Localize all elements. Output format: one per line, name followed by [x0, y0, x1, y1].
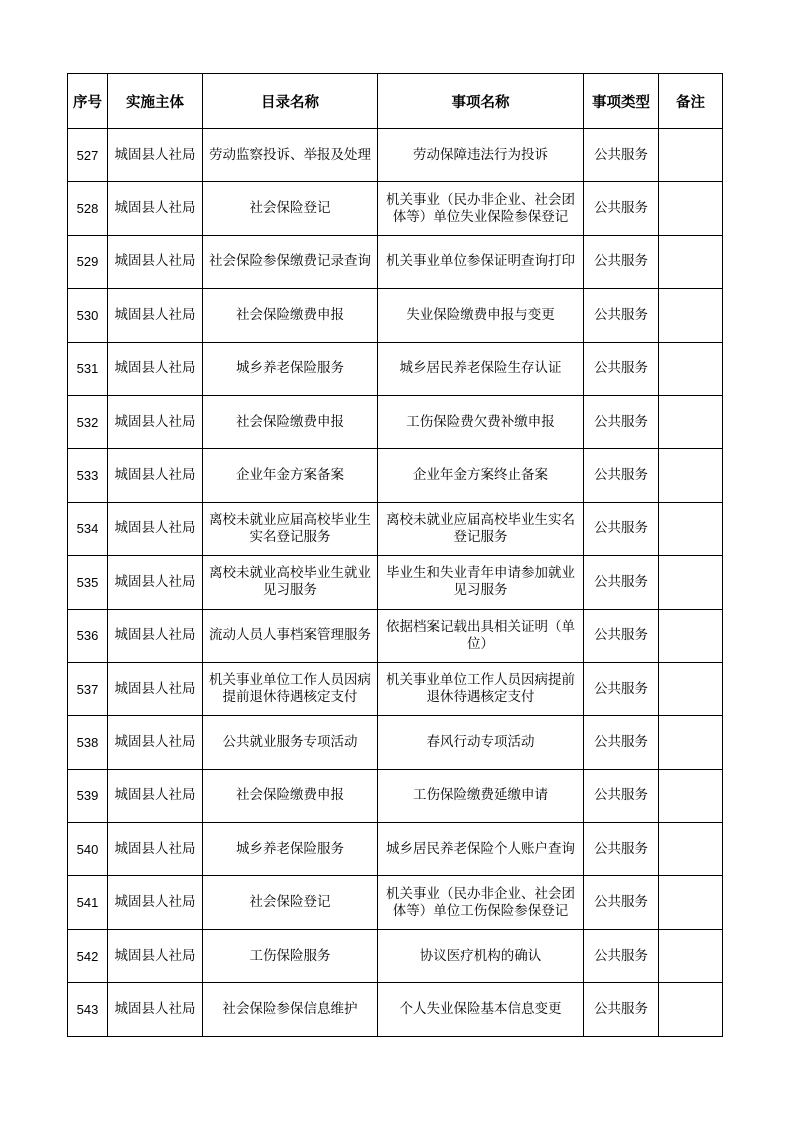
cell-note [659, 182, 723, 235]
cell-no: 535 [68, 556, 108, 609]
cell-note [659, 662, 723, 715]
cell-type: 公共服务 [584, 823, 659, 876]
cell-item: 个人失业保险基本信息变更 [378, 983, 584, 1036]
cell-catalog: 企业年金方案备案 [203, 449, 378, 502]
cell-item: 机关事业单位参保证明查询打印 [378, 235, 584, 288]
cell-item: 机关事业单位工作人员因病提前退休待遇核定支付 [378, 662, 584, 715]
table-row [68, 502, 723, 555]
cell-catalog: 城乡养老保险服务 [203, 823, 378, 876]
cell-note [659, 876, 723, 929]
table-row [68, 395, 723, 448]
table-row [68, 182, 723, 235]
cell-catalog: 公共就业服务专项活动 [203, 716, 378, 769]
cell-type: 公共服务 [584, 129, 659, 182]
cell-org: 城固县人社局 [108, 823, 203, 876]
cell-org: 城固县人社局 [108, 129, 203, 182]
cell-item: 工伤保险缴费延缴申请 [378, 769, 584, 822]
cell-item: 劳动保障违法行为投诉 [378, 129, 584, 182]
cell-type: 公共服务 [584, 876, 659, 929]
cell-org: 城固县人社局 [108, 289, 203, 342]
cell-org: 城固县人社局 [108, 449, 203, 502]
cell-note [659, 823, 723, 876]
cell-type: 公共服务 [584, 342, 659, 395]
cell-type: 公共服务 [584, 769, 659, 822]
cell-item: 企业年金方案终止备案 [378, 449, 584, 502]
cell-note [659, 502, 723, 555]
table-row [68, 342, 723, 395]
header-note: 备注 [659, 74, 723, 129]
header-catalog: 目录名称 [203, 74, 378, 129]
cell-catalog: 离校未就业应届高校毕业生实名登记服务 [203, 502, 378, 555]
cell-item: 协议医疗机构的确认 [378, 929, 584, 982]
cell-item: 依据档案记载出具相关证明（单位） [378, 609, 584, 662]
cell-note [659, 129, 723, 182]
cell-item: 工伤保险费欠费补缴申报 [378, 395, 584, 448]
cell-no: 537 [68, 662, 108, 715]
cell-type: 公共服务 [584, 556, 659, 609]
cell-no: 536 [68, 609, 108, 662]
cell-org: 城固县人社局 [108, 983, 203, 1036]
header-item: 事项名称 [378, 74, 584, 129]
cell-no: 529 [68, 235, 108, 288]
header-org: 实施主体 [108, 74, 203, 129]
table-row [68, 876, 723, 929]
cell-item: 城乡居民养老保险个人账户查询 [378, 823, 584, 876]
cell-catalog: 社会保险登记 [203, 182, 378, 235]
table-row [68, 716, 723, 769]
cell-no: 530 [68, 289, 108, 342]
table-body [68, 129, 723, 1037]
cell-catalog: 机关事业单位工作人员因病提前退休待遇核定支付 [203, 662, 378, 715]
cell-org: 城固县人社局 [108, 716, 203, 769]
cell-catalog: 社会保险缴费申报 [203, 769, 378, 822]
cell-no: 528 [68, 182, 108, 235]
cell-catalog: 社会保险缴费申报 [203, 395, 378, 448]
table-row [68, 289, 723, 342]
cell-note [659, 929, 723, 982]
cell-item: 机关事业（民办非企业、社会团体等）单位工伤保险参保登记 [378, 876, 584, 929]
cell-org: 城固县人社局 [108, 556, 203, 609]
table-row [68, 129, 723, 182]
cell-catalog: 社会保险参保信息维护 [203, 983, 378, 1036]
cell-no: 539 [68, 769, 108, 822]
header-type: 事项类型 [584, 74, 659, 129]
cell-item: 城乡居民养老保险生存认证 [378, 342, 584, 395]
cell-org: 城固县人社局 [108, 502, 203, 555]
cell-no: 542 [68, 929, 108, 982]
table-row [68, 556, 723, 609]
cell-note [659, 449, 723, 502]
cell-type: 公共服务 [584, 662, 659, 715]
table-row [68, 449, 723, 502]
cell-note [659, 289, 723, 342]
cell-org: 城固县人社局 [108, 235, 203, 288]
cell-no: 543 [68, 983, 108, 1036]
cell-catalog: 离校未就业高校毕业生就业见习服务 [203, 556, 378, 609]
cell-type: 公共服务 [584, 502, 659, 555]
cell-item: 离校未就业应届高校毕业生实名登记服务 [378, 502, 584, 555]
cell-org: 城固县人社局 [108, 662, 203, 715]
cell-type: 公共服务 [584, 289, 659, 342]
cell-type: 公共服务 [584, 449, 659, 502]
cell-note [659, 769, 723, 822]
cell-catalog: 城乡养老保险服务 [203, 342, 378, 395]
cell-catalog: 流动人员人事档案管理服务 [203, 609, 378, 662]
table-row [68, 823, 723, 876]
cell-catalog: 劳动监察投诉、举报及处理 [203, 129, 378, 182]
table-row [68, 609, 723, 662]
cell-org: 城固县人社局 [108, 395, 203, 448]
cell-item: 毕业生和失业青年申请参加就业见习服务 [378, 556, 584, 609]
cell-org: 城固县人社局 [108, 609, 203, 662]
cell-no: 534 [68, 502, 108, 555]
header-no: 序号 [68, 74, 108, 129]
cell-no: 531 [68, 342, 108, 395]
cell-note [659, 716, 723, 769]
cell-type: 公共服务 [584, 716, 659, 769]
cell-catalog: 社会保险登记 [203, 876, 378, 929]
cell-no: 533 [68, 449, 108, 502]
header-row [68, 74, 723, 129]
cell-no: 538 [68, 716, 108, 769]
cell-note [659, 395, 723, 448]
service-items-table [67, 73, 723, 1037]
cell-org: 城固县人社局 [108, 929, 203, 982]
cell-note [659, 235, 723, 288]
cell-no: 527 [68, 129, 108, 182]
table-row [68, 929, 723, 982]
cell-catalog: 社会保险缴费申报 [203, 289, 378, 342]
cell-org: 城固县人社局 [108, 769, 203, 822]
cell-catalog: 社会保险参保缴费记录查询 [203, 235, 378, 288]
cell-no: 541 [68, 876, 108, 929]
cell-catalog: 工伤保险服务 [203, 929, 378, 982]
cell-type: 公共服务 [584, 182, 659, 235]
cell-note [659, 342, 723, 395]
table-row [68, 662, 723, 715]
table-row [68, 983, 723, 1036]
table-row [68, 235, 723, 288]
cell-no: 532 [68, 395, 108, 448]
cell-item: 失业保险缴费申报与变更 [378, 289, 584, 342]
cell-type: 公共服务 [584, 983, 659, 1036]
cell-type: 公共服务 [584, 235, 659, 288]
cell-type: 公共服务 [584, 395, 659, 448]
cell-note [659, 556, 723, 609]
cell-type: 公共服务 [584, 929, 659, 982]
cell-no: 540 [68, 823, 108, 876]
cell-org: 城固县人社局 [108, 182, 203, 235]
cell-item: 机关事业（民办非企业、社会团体等）单位失业保险参保登记 [378, 182, 584, 235]
cell-type: 公共服务 [584, 609, 659, 662]
cell-note [659, 609, 723, 662]
cell-org: 城固县人社局 [108, 876, 203, 929]
cell-org: 城固县人社局 [108, 342, 203, 395]
cell-note [659, 983, 723, 1036]
cell-item: 春风行动专项活动 [378, 716, 584, 769]
table-row [68, 769, 723, 822]
